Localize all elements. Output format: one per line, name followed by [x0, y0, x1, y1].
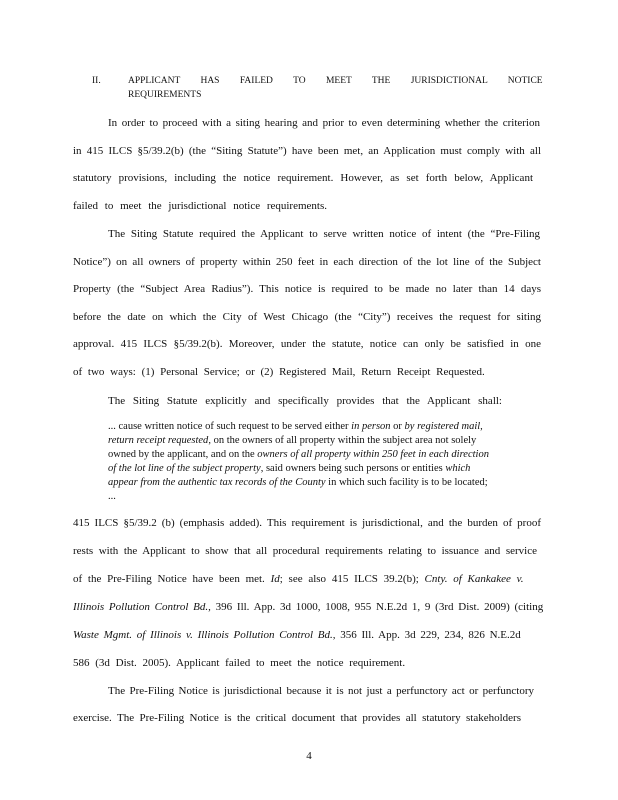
para1-line3: statutory provisions, including the notice requirement. However, as set forth below, Applicant — [73, 172, 533, 184]
quote-line6: ... — [108, 491, 116, 502]
para2-line6: of two ways: (1) Personal Service; or (2) Registered Mail, Return Receipt Requested. — [73, 366, 485, 378]
page-number: 4 — [306, 750, 312, 762]
para4-line2: rests with the Applicant to show that all procedural requirements relating to issuance and service — [73, 545, 537, 557]
para2-line4: before the date on which the City of West Chicago (the “City”) receives the request for siting — [73, 311, 541, 323]
quote-line4: of the lot line of the subject property, said owners being such persons or entities which — [108, 463, 471, 474]
para2-line5: approval. 415 ILCS §5/39.2(b). Moreover, under the statute, notice can only be satisfied in one — [73, 338, 541, 350]
quote-line2: return receipt requested, on the owners of all property within the subject area not solely — [108, 435, 477, 446]
quote-line3: owned by the applicant, and on the owners of all property within 250 feet in each direction — [108, 449, 489, 460]
para2-line3: Property (the “Subject Area Radius”). This notice is required to be made no later than 14 days — [73, 283, 541, 295]
para4-line6: 586 (3d Dist. 2005). Applicant failed to meet the notice requirement. — [73, 657, 406, 669]
quote-line1: ... cause written notice of such request to be served either in person or by registered mail, — [108, 421, 483, 432]
para4-line5: Waste Mgmt. of Illinois v. Illinois Pollution Control Bd., 356 Ill. App. 3d 229, 234, 826 N.E.2d — [73, 629, 521, 641]
para3-line: The Siting Statute explicitly and specifically provides that the Applicant shall: — [108, 395, 502, 407]
para4-line1: 415 ILCS §5/39.2 (b) (emphasis added). This requirement is jurisdictional, and the burden of proof — [73, 517, 541, 529]
para5-line2: exercise. The Pre-Filing Notice is the critical document that provides all statutory stakeholders — [73, 712, 521, 724]
para4-line3: of the Pre-Filing Notice have been met. Id; see also 415 ILCS 39.2(b); Cnty. of Kankakee v. — [73, 573, 524, 585]
quote-line5: appear from the authentic tax records of the County in which such facility is to be located; — [108, 477, 488, 488]
para2-line2: Notice”) on all owners of property within 250 feet in each direction of the lot line of the Subject — [73, 256, 541, 268]
para1-line4: failed to meet the jurisdictional notice requirements. — [73, 200, 328, 212]
para1-line2: in 415 ILCS §5/39.2(b) (the “Siting Statute”) have been met, an Application must comply with all — [73, 145, 541, 157]
section-number: II. — [92, 76, 101, 86]
para1-line1: In order to proceed with a siting hearing and prior to even determining whether the criterion — [108, 117, 540, 129]
para2-line1: The Siting Statute required the Applicant to serve written notice of intent (the “Pre-Filing — [108, 228, 540, 240]
section-heading-line1: APPLICANT HAS FAILED TO MEET THE JURISDICTIONAL NOTICE — [128, 76, 543, 86]
para4-line4: Illinois Pollution Control Bd., 396 Ill. App. 3d 1000, 1008, 955 N.E.2d 1, 9 (3rd Dist. 2009) (citing — [73, 601, 544, 613]
para5-line1: The Pre-Filing Notice is jurisdictional because it is not just a perfunctory act or perfunctory — [108, 685, 534, 697]
section-heading-line2: REQUIREMENTS — [128, 90, 202, 100]
